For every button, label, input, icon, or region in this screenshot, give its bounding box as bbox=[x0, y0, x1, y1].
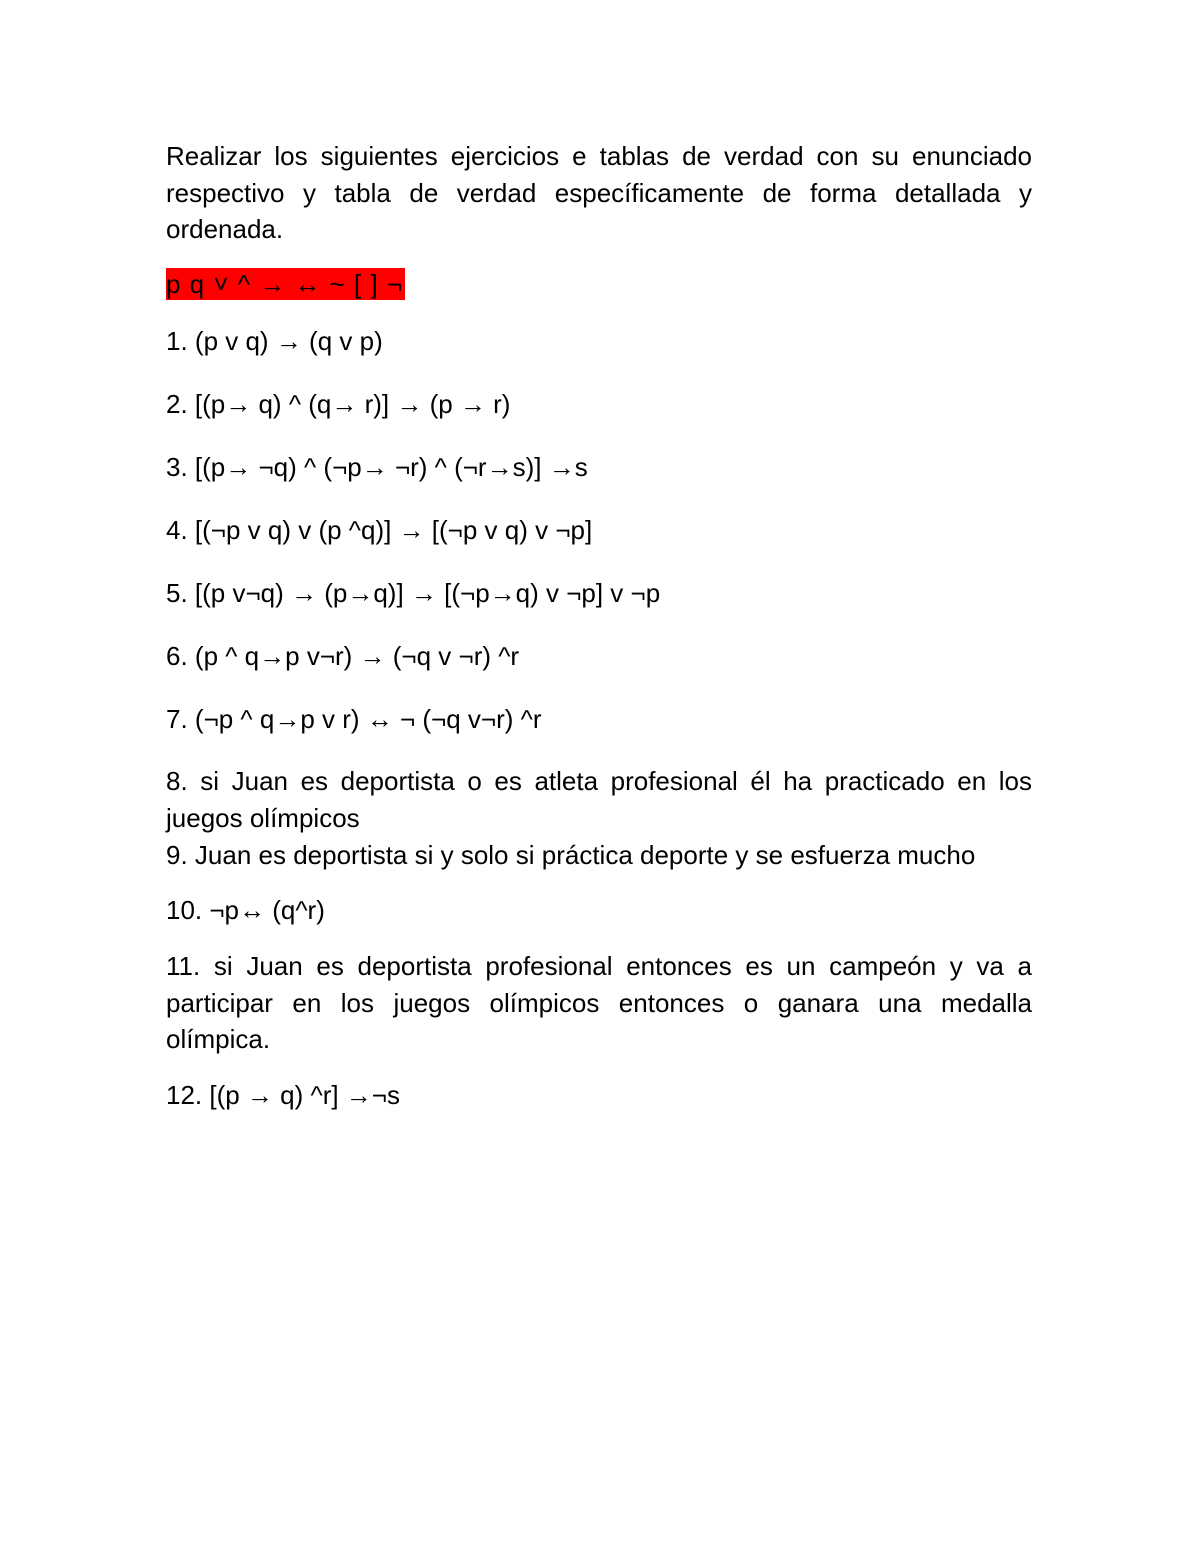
exercise-1: 1. (p v q) → (q v p) bbox=[166, 326, 383, 356]
intro-paragraph: Realizar los siguientes ejercicios e tablas de verdad con su enunciado respectivo y tabla de verdad específicamente de forma detallada y ordenada. bbox=[166, 141, 1032, 244]
exercise-3: 3. [(p→ ¬q) ^ (¬p→ ¬r) ^ (¬r→s)] →s bbox=[166, 452, 588, 482]
exercise-10: 10. ¬p↔ (q^r) bbox=[166, 895, 325, 925]
exercise-8: 8. si Juan es deportista o es atleta profesional él ha practicado en los juegos olímpicos bbox=[166, 766, 1032, 833]
symbols-legend: p q ˅ ^ → ↔ ~ [ ] ¬ bbox=[166, 269, 404, 299]
exercise-11: 11. si Juan es deportista profesional entonces es un campeón y va a participar en los juegos olímpicos entonces o ganara una medalla olímpica. bbox=[166, 951, 1032, 1054]
exercise-5: 5. [(p v¬q) → (p→q)] → [(¬p→q) v ¬p] v ¬p bbox=[166, 578, 661, 608]
exercise-9: 9. Juan es deportista si y solo si práctica deporte y se esfuerza mucho bbox=[166, 840, 976, 870]
exercise-12: 12. [(p → q) ^r] →¬s bbox=[166, 1080, 400, 1110]
exercise-4: 4. [(¬p v q) v (p ^q)] → [(¬p v q) v ¬p] bbox=[166, 515, 593, 545]
exercise-2: 2. [(p→ q) ^ (q→ r)] → (p → r) bbox=[166, 389, 511, 419]
exercise-6: 6. (p ^ q→p v¬r) → (¬q v ¬r) ^r bbox=[166, 641, 520, 671]
exercise-7: 7. (¬p ^ q→p v r) ↔ ¬ (¬q v¬r) ^r bbox=[166, 704, 542, 734]
